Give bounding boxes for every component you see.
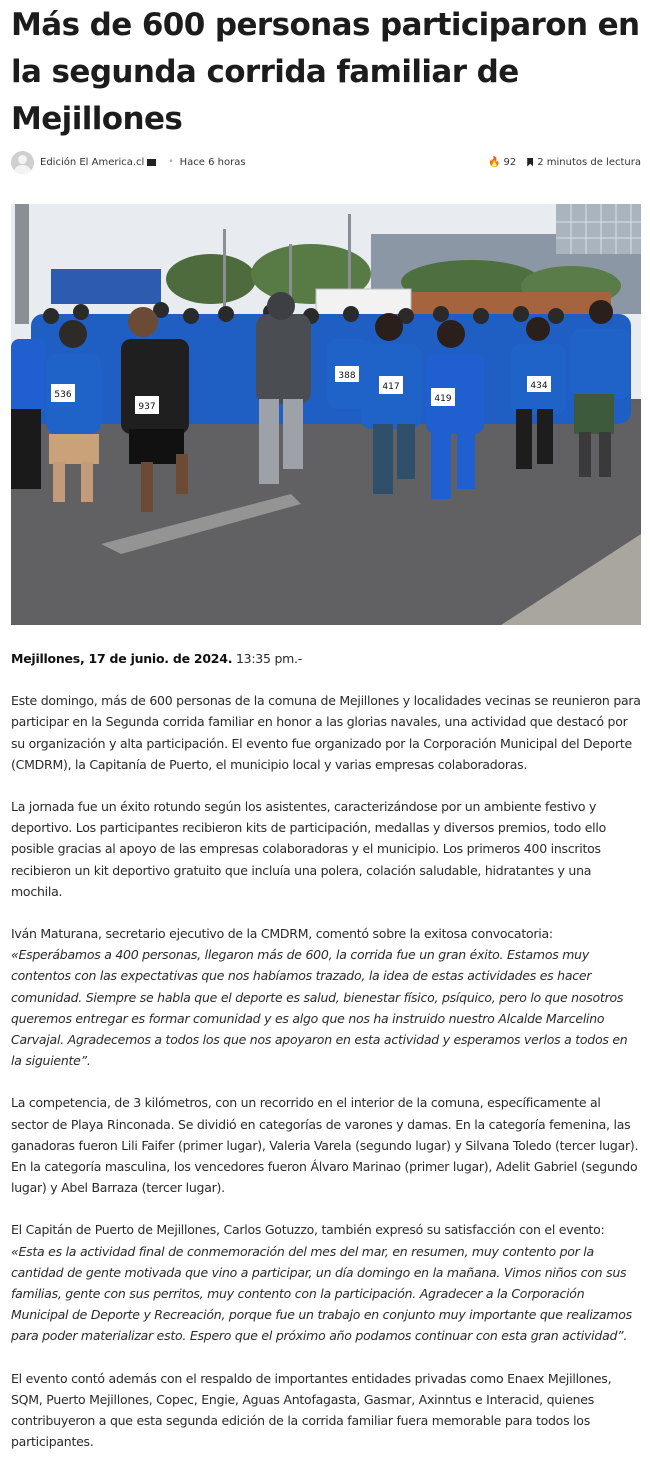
paragraph-3-quote: «Esperábamos a 400 personas, llegaron más de 600, la corrida fue un gran éxito. Estamos muy contentos con las expectativas que nos habíamos trazado, la idea de estas actividades es hacer comunidad. Siempre se habla que el deporte es salud, bienestar físico, psíquico, pero lo que nosotros queremos entregar es formar comunidad y es algo que nos ha instruido nuestro Alcalde Marcelino Carvajal. Agradecemos a todos los que nos apoyaron en esta actividad y esperamos verlos a todos en la siguiente”. [11,947,628,1069]
runner-left-edge [11,339,45,489]
paragraph-5-quote: «Esta es la actividad final de conmemoración del mes del mar, en resumen, muy contento por la cantidad de gente motivada que vino a participar, un día domingo en la mañana. Vimos niños con sus familias, gente con sus perritos, muy contento con la participación. Agradecer a la Corporación Municipal de Deporte y Recreación, porque fue un trabajo en conjunto muy importante que realizamos para poder materializar esto. Espero que el próximo año podamos continuar con esta gran actividad”. [11,1243,632,1344]
publish-time: Hace 6 horas [179,156,246,168]
mail-icon[interactable] [147,159,156,166]
runner-388 [327,339,372,409]
article-meta [11,149,641,175]
bib-417: 417 [382,382,400,392]
author-avatar[interactable] [11,151,34,174]
bib-434: 434 [530,381,548,391]
paragraph-1: Este domingo, más de 600 personas de la comuna de Mejillones y localidades vecinas se reunieron para participar en la Segunda corrida familiar en honor a las glorias navales, una actividad que destacó por su organización y alta participación. El evento fue organizado por la Corporación Municipal del Deporte (CMDRM), la Capitanía de Puerto, el municipio local y varias empresas colaboradoras. [11,693,641,772]
dateline-time: 13:35 pm.- [232,651,303,666]
dateline-date: Mejillones, 17 de junio. de 2024. [11,651,233,666]
hero-image [11,204,641,625]
read-time: 2 minutos de lectura [537,156,641,168]
article-body [11,648,641,1474]
view-count: 92 [503,156,517,168]
article-title: Más de 600 personas participaron en la segunda corrida familiar de Mejillones [11,7,640,137]
author-name[interactable]: Edición El America.cl [40,156,145,168]
paragraph-3 [11,923,641,1071]
paragraph-3-intro: Iván Maturana, secretario ejecutivo de la CMDRM, comentó sobre la exitosa convocatoria: [11,926,553,942]
paragraph-6: El evento contó además con el respaldo de importantes entidades privadas como Enaex Mejillones, SQM, Puerto Mejillones, Copec, Engie, Aguas Antofagasta, Gasmar, Axinntus e Interacid, quienes contribuyeron a que esta segunda edición de la corrida familiar fuera memorable para todos los participantes. [11,1370,612,1450]
bib-937: 937 [138,402,156,412]
paragraph-5 [11,1219,641,1346]
paragraph-5-intro: El Capitán de Puerto de Mejillones, Carlos Gotuzzo, también expresó su satisfacción con el evento: [11,1222,605,1238]
paragraph-2: La jornada fue un éxito rotundo según los asistentes, caracterizándose por un ambiente festivo y deportivo. Los participantes recibieron kits de participación, medallas y diversos premios, todo ello posible gracias al apoyo de las empresas colaboradoras y el municipio. Los primeros 400 inscritos recibieron un kit deportivo gratuito que incluía una polera, colación saludable, hidratantes y una mochila. [11,799,607,899]
race-photo [11,204,641,625]
bib-388: 388 [338,371,356,381]
runner-grey [256,292,311,484]
separator-dot: • [168,157,174,167]
bookmark-icon [527,158,533,167]
bib-419: 419 [434,394,452,404]
fire-icon: 🔥 [488,156,501,168]
paragraph-4: La competencia, de 3 kilómetros, con un recorrido en el interior de la comuna, específicamente al sector de Playa Rinconada. Se dividió en categorías de varones y damas. En la categoría femenina, las ganadoras fueron Lili Faifer (primer lugar), Valeria Varela (segundo lugar) y Silvana Toledo (tercer lugar). En la categoría masculina, los vencedores fueron Álvaro Marinao (primer lugar), Adelit Gabriel (segundo lugar) y Abel Barraza (tercer lugar). [11,1095,639,1196]
dateline [11,648,641,669]
bib-536: 536 [54,390,72,400]
